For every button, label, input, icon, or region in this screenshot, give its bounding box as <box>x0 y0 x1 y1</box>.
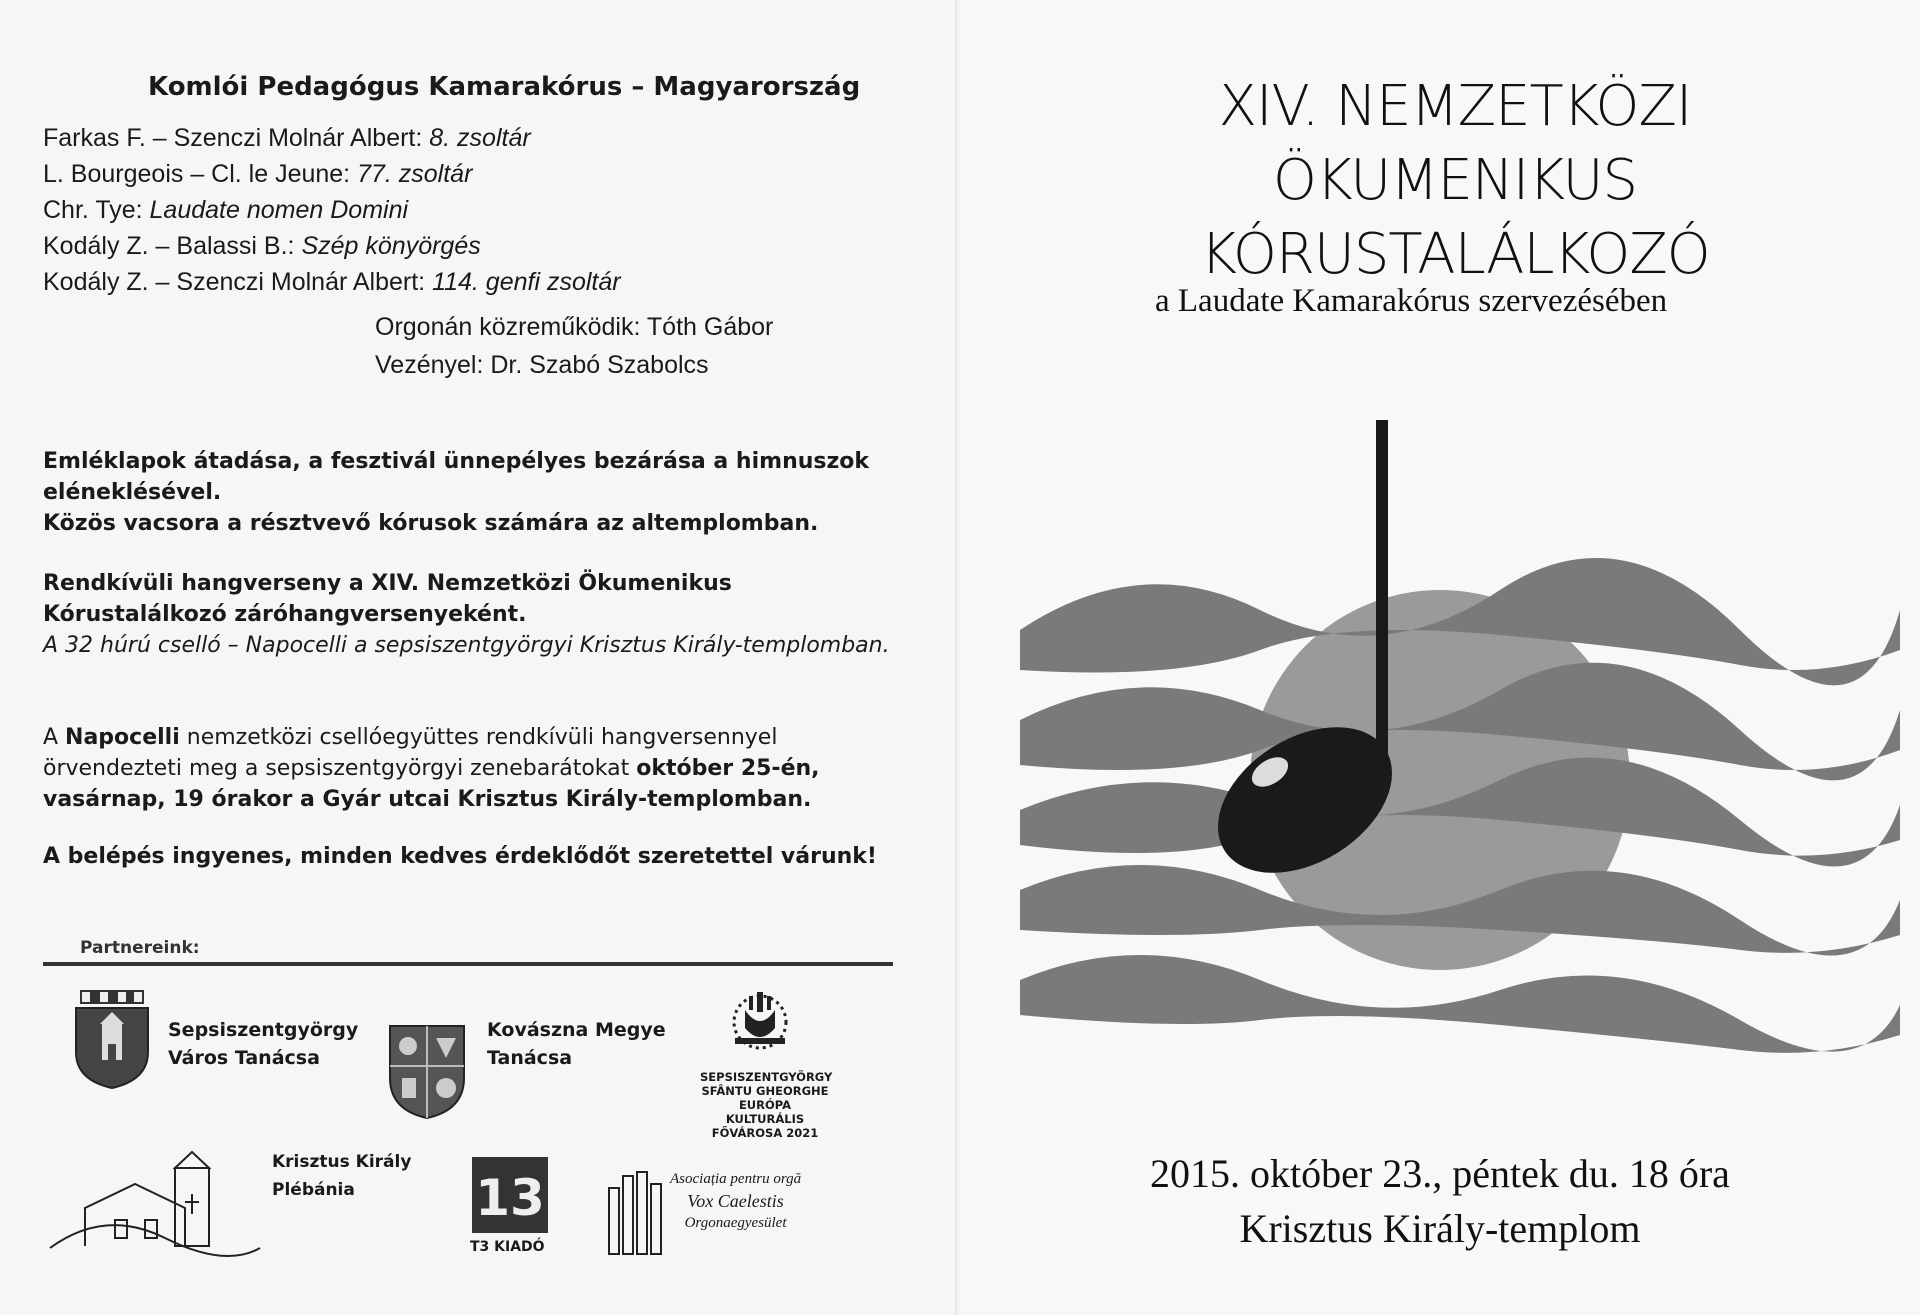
closing-ceremony <box>43 446 893 539</box>
organizer-subtitle: a Laudate Kamarakórus szervezésében <box>1155 283 1668 319</box>
dinner-text: Közös vacsora a résztvevő kórusok számára az altemplomban. <box>43 511 819 536</box>
organ-pipes-icon <box>605 1168 665 1258</box>
page-fold <box>955 0 961 1315</box>
concert-title: Rendkívüli hangverseny a XIV. Nemzetközi Ökumenikus Kórustalálkozó záróhangversenyeként. <box>43 571 732 627</box>
county-council-label: Kovászna Megye Tanácsa <box>487 1019 666 1069</box>
music-note-emblem-icon <box>1020 420 1900 1060</box>
organ-association-label: Asociația pentru orgă Vox Caelestis Orgonaegyesület <box>670 1171 802 1231</box>
city-council-label: Sepsiszentgyörgy Város Tanácsa <box>168 1019 359 1069</box>
t3-label: T3 KIADÓ <box>470 1239 545 1255</box>
concert-announcement <box>43 568 893 661</box>
title-line-2: KÓRUSTALÁLKOZÓ <box>1200 222 1710 287</box>
program-item: L. Bourgeois – Cl. le Jeune: 77. zsoltár <box>43 160 473 188</box>
ecoc-emblem-icon <box>705 982 815 1062</box>
church-drawing-icon <box>45 1148 265 1258</box>
choir-title: Komlói Pedagógus Kamarakórus – Magyarország <box>148 72 861 102</box>
ceremony-text: Emléklapok átadása, a fesztivál ünnepélyes bezárása a himnuszok eléneklésével. <box>43 449 870 505</box>
invitation: A Napocelli nemzetközi csellóegyüttes rendkívüli hangversennyel örvendezteti meg a sepsiszentgyörgyi zenebarátokat október 25-én, vasárnap, 19 órakor a Gyár utcai Krisztus Király-templomban. <box>43 725 820 812</box>
city-crest-icon <box>72 990 152 1090</box>
conductor-credit: Vezényel: Dr. Szabó Szabolcs <box>375 351 709 379</box>
divider <box>43 962 893 966</box>
organist-credit: Orgonán közreműködik: Tóth Gábor <box>375 313 774 341</box>
free-entry-note: A belépés ingyenes, minden kedves érdeklődőt szeretettel várunk! <box>43 844 877 869</box>
ecoc-label: SEPSISZENTGYÖRGY SFÂNTU GHEORGHE EURÓPA KULTURÁLIS FŐVÁROSA 2021 <box>700 1070 833 1140</box>
program-item: Chr. Tye: Laudate nomen Domini <box>43 196 409 224</box>
title-line-1: XIV. NEMZETKÖZI ÖKUMENIKUS <box>1218 74 1692 213</box>
parish-label: Krisztus Király Plébánia <box>272 1152 412 1200</box>
program-item: Farkas F. – Szenczi Molnár Albert: 8. zsoltár <box>43 124 531 152</box>
event-venue: Krisztus Király-templom <box>1239 1206 1641 1251</box>
event-date: 2015. október 23., péntek du. 18 óra <box>1150 1151 1730 1196</box>
partners-label: Partnereink: <box>80 938 200 958</box>
concert-subtitle: A 32 húrú cselló – Napocelli a sepsiszentgyörgyi Krisztus Király-templomban. <box>43 633 890 658</box>
county-crest-icon <box>386 1020 468 1120</box>
festival-title <box>1035 70 1875 292</box>
svg-text:13: 13 <box>475 1169 545 1227</box>
program-item: Kodály Z. – Szenczi Molnár Albert: 114. genfi zsoltár <box>43 268 621 296</box>
t3-logo-icon <box>470 1155 550 1235</box>
credits <box>375 308 773 384</box>
program-list <box>43 120 621 300</box>
program-item: Kodály Z. – Balassi B.: Szép könyörgés <box>43 232 481 260</box>
